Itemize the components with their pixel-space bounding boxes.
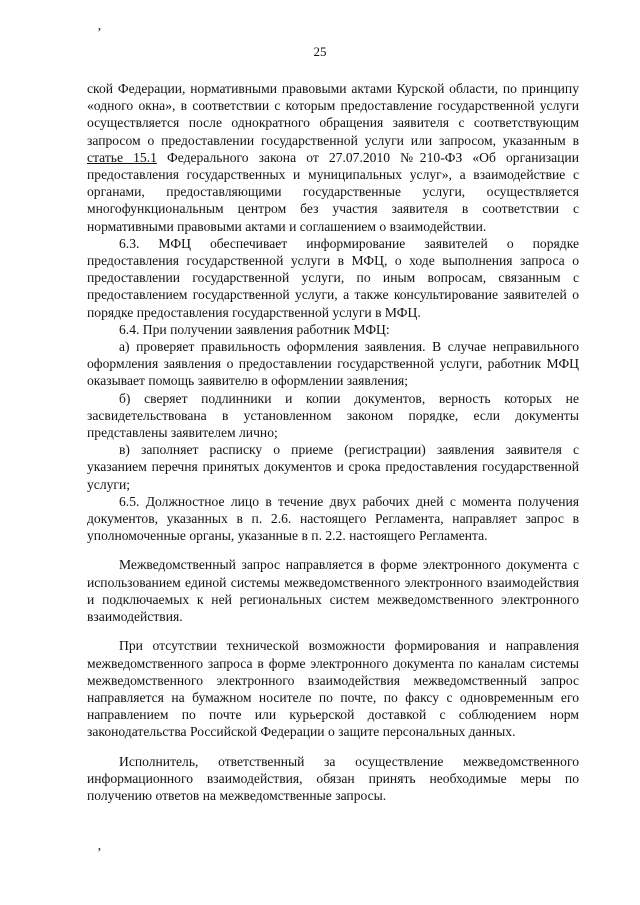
page-number: 25 <box>313 44 327 59</box>
scan-mark-bottom: ’ <box>97 846 102 861</box>
document-body <box>87 80 579 804</box>
paragraph-text: Федерального закона от 27.07.2010 №210-ФЗ «Об организации предоставления государственных и муниципальных услуг», а взаимодействие с органами, предоставляющими государственные услуги, осуществляется многофункциональным центром без участия заявителя в соответствии с нормативными правовыми актами и соглашением о взаимодействии. <box>87 149 579 234</box>
paragraph-6-4: 6.4. При получении заявления работник МФЦ: <box>119 321 390 337</box>
paragraph-paper-request: При отсутствии технической возможности формирования и направления межведомственного запроса в форме электронного документа по каналам системы межведомственного электронного взаимодействия межведомственный запрос направляется на бумажном носителе по почте, по факсу с одновременным его направлением по почте или курьерской доставкой с соблюдением норм законодательства Российской Федерации о защите персональных данных. <box>87 638 579 740</box>
paragraph-executor: Исполнитель, ответственный за осуществление межведомственного информационного взаимодействия, обязан принять необходимые меры по получению ответов на межведомственные запросы. <box>87 753 579 803</box>
paragraph-6-5: 6.5. Должностное лицо в течение двух рабочих дней с момента получения документов, указанных в п. 2.6. настоящего Регламента, направляет запрос в уполномоченные органы, указанные в п. 2.2. настоящего Регламента. <box>87 493 579 544</box>
scan-mark-top: ’ <box>97 26 102 41</box>
paragraph-6-3: 6.3. МФЦ обеспечивает информирование заявителей о порядке предоставления государственной услуги в МФЦ, о ходе выполнения запроса о предоставлении государственной услуги, по иным вопросам, связанным с предоставлением государственной услуги, а также консультирование заявителей о порядке предоставления государственной услуги в МФЦ. <box>87 235 579 320</box>
paragraph-6-4-a: а) проверяет правильность оформления заявления. В случае неправильного оформления заявления о предоставлении государственной услуги, работник МФЦ оказывает помощь заявителю в оформлении заявления; <box>87 339 579 389</box>
paragraph-6-4-v: в) заполняет расписку о приеме (регистрации) заявления заявителя с указанием перечня принятых документов и срока предоставления государственной услуги; <box>87 442 579 492</box>
paragraph-6-4-b: б) сверяет подлинники и копии документов, верность которых не засвидетельствована в установленном законом порядке, если документы представлены заявителем лично; <box>87 390 579 441</box>
law-article-link[interactable]: статье 15.1 <box>87 149 157 165</box>
paragraph-text: ской Федерации, нормативными правовыми актами Курской области, по принципу «одного окна», в соответствии с которым предоставление государственной услуги осуществляется после однократного обращения заявителя с соответствующим запросом о предоставлении государственной услуги или запросом, указанным в <box>87 81 579 148</box>
paragraph-interagency-request: Межведомственный запрос направляется в форме электронного документа с использованием единой системы межведомственного электронного взаимодействия и подключаемых к ней региональных систем межведомственного электронного взаимодействия. <box>87 557 579 625</box>
paragraph-continuation <box>87 80 579 235</box>
